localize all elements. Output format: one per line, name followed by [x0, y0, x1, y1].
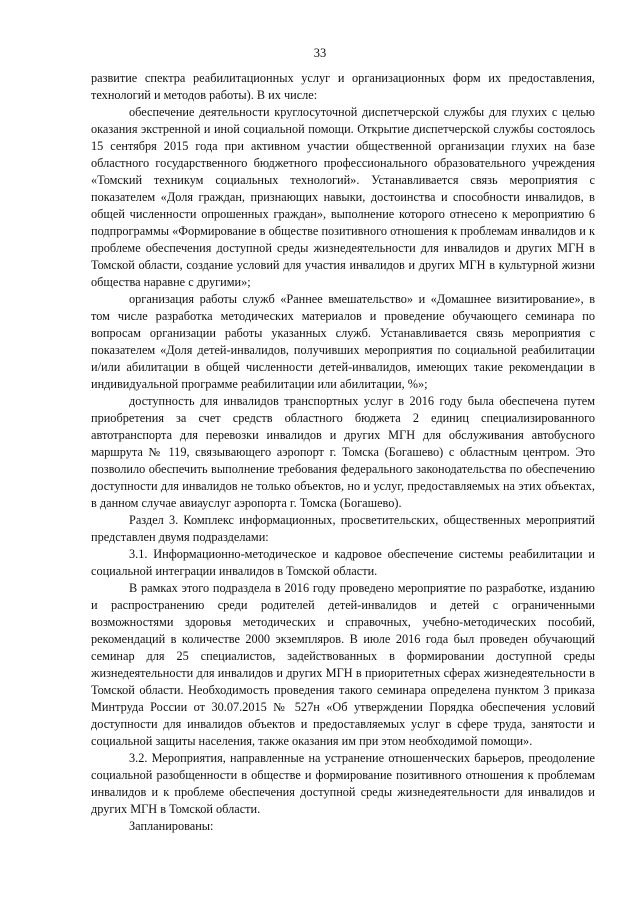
paragraph-rehabilitation-services-continued: развитие спектра реабилитационных услуг и организационных форм их предоставления, технологий и методов работы). В их числе:	[91, 71, 595, 102]
paragraph-section-3-heading: Раздел 3. Комплекс информационных, просветительских, общественных мероприятий представлен двумя подразделами:	[91, 513, 595, 544]
paragraph-transport-accessibility: доступность для инвалидов транспортных услуг в 2016 году была обеспечена путем приобретения за счет средств областного бюджета 2 единиц специализированного автотранспорта для перевозки инвалидов и других МГН для обслуживания автобусного маршрута № 119, связывающего аэропорт г. Томска (Богашево) с областным центром. Это позволило обеспечить выполнение требования федерального законодательства по обеспечению доступности для инвалидов не только объектов, но и услуг, предоставляемых на этих объектах, в данном случае авиауслуг аэропорта г. Томска (Богашево).	[91, 394, 595, 510]
paragraph-subsection-3-2: 3.2. Мероприятия, направленные на устранение отношенческих барьеров, преодоление социальной разобщенности в обществе и формирование позитивного отношения к проблемам инвалидов и к проблеме обеспечения доступной среды жизнедеятельности для инвалидов и других МГН в Томской области.	[91, 751, 595, 816]
paragraph-early-intervention-services: организация работы служб «Раннее вмешательство» и «Домашнее визитирование», в том числе разработка методических материалов и проведение обучающего семинара по вопросам организации работы указанных служб. Устанавливается связь мероприятия с показателем «Доля детей-инвалидов, получивших мероприятия по социальной реабилитации и/или абилитации в общей численности детей-инвалидов, имеющих такие рекомендации в индивидуальной программе реабилитации или абилитации, %»;	[91, 292, 595, 391]
paragraph-subsection-3-1: 3.1. Информационно-методическое и кадровое обеспечение системы реабилитации и социальной интеграции инвалидов в Томской области.	[91, 547, 595, 578]
document-body	[91, 70, 595, 835]
page-number: 33	[313, 46, 327, 60]
paragraph-dispatch-service-deaf: обеспечение деятельности круглосуточной диспетчерской службы для глухих с целью оказания экстренной и иной социальной помощи. Открытие диспетчерской службы состоялось 15 сентября 2015 года при активном участии общественной организации глухих на базе областного государственного бюджетного профессионального образовательного учреждения «Томский техникум социальных технологий». Устанавливается связь мероприятия с показателем «Доля граждан, признающих навыки, достоинства и способности инвалидов, в общей численности опрошенных граждан», выполнение которого отнесено к мероприятию 6 подпрограммы «Формирование в обществе позитивного отношения к проблемам инвалидов и к проблеме обеспечения доступной среды жизнедеятельности для инвалидов и других МГН в Томской области, создание условий для участия инвалидов и других МГН в культурной жизни общества наравне с другими»;	[91, 105, 595, 289]
paragraph-planned: Запланированы:	[129, 819, 214, 833]
paragraph-subsection-3-1-details: В рамках этого подраздела в 2016 году проведено мероприятие по разработке, изданию и распространению среди родителей детей-инвалидов и детей с ограниченными возможностями здоровья методических и справочных, учебно-методических пособий, рекомендаций в количестве 2000 экземпляров. В июле 2016 года был проведен обучающий семинар для 25 специалистов, задействованных в формировании доступной среды жизнедеятельности для инвалидов и других МГН в приоритетных сферах жизнедеятельности в Томской области. Необходимость проведения такого семинара определена пунктом 3 приказа Минтруда России от 30.07.2015 № 527н «Об утверждении Порядка обеспечения условий доступности для инвалидов объектов и предоставляемых услуг в сфере труда, занятости и социальной защиты населения, также оказания им при этом необходимой помощи».	[91, 581, 595, 748]
